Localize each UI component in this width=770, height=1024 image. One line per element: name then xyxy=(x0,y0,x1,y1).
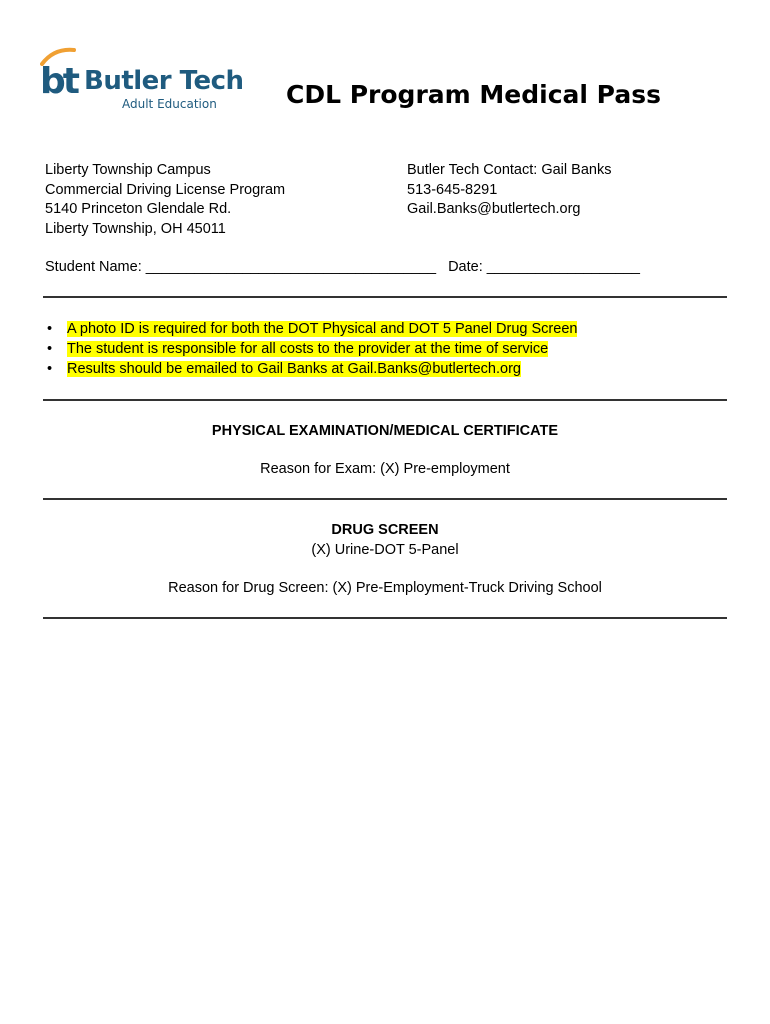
logo-subtitle: Adult Education xyxy=(122,97,217,111)
butler-tech-logo xyxy=(40,44,244,116)
logo-mark: bt xyxy=(40,61,77,102)
physical-heading: PHYSICAL EXAMINATION/MEDICAL CERTIFICATE xyxy=(211,423,559,439)
list-item xyxy=(45,359,577,379)
student-row xyxy=(45,257,640,277)
requirements-list xyxy=(45,319,577,379)
drug-reason: Reason for Drug Screen: (X) Pre-Employment-Truck Driving School xyxy=(168,580,602,596)
list-item xyxy=(45,319,577,339)
drug-heading: DRUG SCREEN xyxy=(331,522,439,538)
contact-phone: 513-645-8291 xyxy=(407,181,498,198)
divider xyxy=(43,498,727,500)
divider xyxy=(43,617,727,619)
divider xyxy=(43,399,727,401)
campus-name: Liberty Township Campus xyxy=(45,162,211,178)
list-item xyxy=(45,339,577,359)
physical-reason: Reason for Exam: (X) Pre-employment xyxy=(260,461,510,477)
logo-name: Butler Tech xyxy=(84,66,244,96)
contact-block xyxy=(407,161,611,220)
student-name-field[interactable]: Student Name: ____________________________________ xyxy=(45,259,437,275)
bullet-icon: • xyxy=(47,341,53,357)
requirement-text: Results should be emailed to Gail Banks at Gail.Banks@butlertech.org xyxy=(67,361,521,377)
street-address: 5140 Princeton Glendale Rd. xyxy=(45,201,232,217)
requirement-text: The student is responsible for all costs to the provider at the time of service xyxy=(67,341,549,357)
city-state-zip: Liberty Township, OH 45011 xyxy=(45,220,226,237)
contact-email[interactable]: Gail.Banks@butlertech.org xyxy=(407,201,581,217)
bullet-icon: • xyxy=(47,321,53,337)
campus-address xyxy=(45,161,285,239)
date-field[interactable]: Date: ___________________ xyxy=(448,259,640,275)
bullet-icon: • xyxy=(47,361,53,377)
program-name: Commercial Driving License Program xyxy=(45,181,286,198)
contact-name: Butler Tech Contact: Gail Banks xyxy=(407,162,612,178)
page-title: CDL Program Medical Pass xyxy=(286,80,661,109)
divider xyxy=(43,296,727,298)
requirement-text: A photo ID is required for both the DOT Physical and DOT 5 Panel Drug Screen xyxy=(67,321,578,337)
drug-panel: (X) Urine-DOT 5-Panel xyxy=(311,542,459,558)
